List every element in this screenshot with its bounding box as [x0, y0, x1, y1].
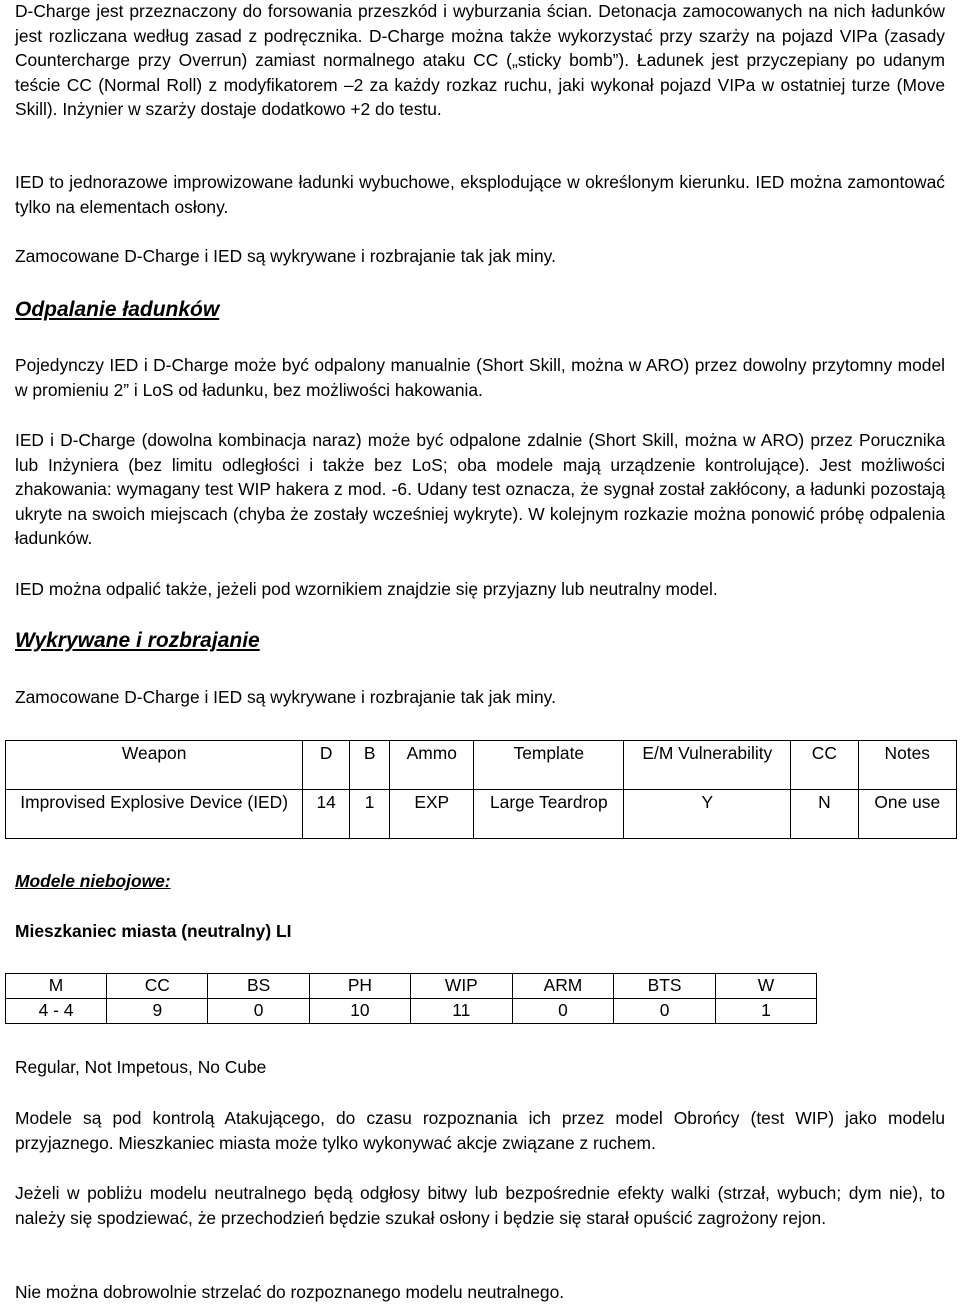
table-row: [6, 790, 957, 839]
cell-em-vulnerability: Y: [624, 790, 791, 839]
heading-non-combat-models: Modele niebojowe:: [15, 871, 171, 891]
header-bs: BS: [208, 974, 309, 999]
cell-bts: 0: [614, 999, 716, 1024]
header-bts: BTS: [614, 974, 716, 999]
header-ammo: Ammo: [390, 741, 474, 790]
header-wip: WIP: [411, 974, 513, 999]
cell-d: 14: [303, 790, 350, 839]
header-ph: PH: [309, 974, 410, 999]
cell-wip: 11: [411, 999, 513, 1024]
cell-notes: One use: [858, 790, 956, 839]
cell-w: 1: [715, 999, 816, 1024]
paragraph-remote-detonation: IED i D-Charge (dowolna kombinacja naraz) może być odpalone zdalnie (Short Skill, można w ARO) przez Porucznika lub Inżyniera (bez limitu odległości i także bez LoS; oba modele mają urządzenie kontrolujące). Jest możliwości zhakowania: wymagany test WIP hakera z mod. -6. Udany test oznacza, że sygnał został zakłócony, a ładunki pozostają ukryte na swoich miejscach (chyba że zostały wcześniej wykryte). W kolejnym rozkazie można ponowić próbę odpalenia ładunków.: [15, 430, 945, 548]
table-row: [6, 999, 817, 1024]
weapon-table-header: [6, 741, 957, 790]
paragraph-manual-detonation: Pojedynczy IED i D-Charge może być odpalony manualnie (Short Skill, można w ARO) przez dowolny przytomny model w promieniu 2” i LoS od ładunku, bez możliwości hakowania.: [15, 355, 945, 400]
paragraph-d-charge: D-Charge jest przeznaczony do forsowania przeszkód i wyburzania ścian. Detonacja zamocowanych na nich ładunków jest rozliczana według zasad z podręcznika. D-Charge można także wykorzystać przy szarży na pojazd VIPa (zasady Countercharge przy Overrun) zamiast normalnego ataku CC („sticky bomb”). Ładunek jest przyczepiany po udanym teście CC (Normal Roll) z modyfikatorem –2 za każdy rozkaz ruchu, jaki wykonał pojazd VIPa w ostatniej turze (Move Skill). Inżynier w szarży dostaje dodatkowo +2 do testu.: [15, 1, 945, 119]
cell-weapon: Improvised Explosive Device (IED): [6, 790, 303, 839]
header-notes: Notes: [858, 741, 956, 790]
cell-arm: 0: [512, 999, 614, 1024]
cell-cc: 9: [107, 999, 208, 1024]
header-m: M: [6, 974, 107, 999]
cell-ph: 10: [309, 999, 410, 1024]
paragraph-behavior: Jeżeli w pobliżu modelu neutralnego będą odgłosy bitwy lub bezpośrednie efekty walki (strzał, wybuch; dym nie), to należy się spodziewać, że przechodzień będzie szukał osłony i będzie się starał opuścić zagrożony rejon.: [15, 1183, 945, 1228]
weapon-table: [5, 740, 957, 839]
header-arm: ARM: [512, 974, 614, 999]
header-cc: CC: [107, 974, 208, 999]
stats-table: [5, 973, 817, 1024]
paragraph-ied: IED to jednorazowe improwizowane ładunki wybuchowe, eksplodujące w określonym kierunku. IED można zamontować tylko na elementach osłony.: [15, 172, 945, 217]
cell-m: 4 - 4: [6, 999, 107, 1024]
cell-ammo: EXP: [390, 790, 474, 839]
paragraph-no-shooting: Nie można dobrowolnie strzelać do rozpoznanego modelu neutralnego.: [15, 1282, 565, 1302]
header-weapon: Weapon: [6, 741, 303, 790]
paragraph-traits: Regular, Not Impetous, No Cube: [15, 1057, 267, 1077]
paragraph-mines: Zamocowane D-Charge i IED są wykrywane i rozbrajanie tak jak miny.: [15, 246, 556, 266]
header-em-vulnerability: E/M Vulnerability: [624, 741, 791, 790]
heading-detection: Wykrywane i rozbrajanie: [15, 629, 260, 652]
cell-bs: 0: [208, 999, 309, 1024]
paragraph-template-trigger: IED można odpalić także, jeżeli pod wzornikiem znajdzie się przyjazny lub neutralny model.: [15, 579, 718, 599]
cell-b: 1: [349, 790, 389, 839]
paragraph-detection: Zamocowane D-Charge i IED są wykrywane i rozbrajanie tak jak miny.: [15, 687, 556, 707]
header-b: B: [349, 741, 389, 790]
stats-table-header: [6, 974, 817, 999]
heading-detonation: Odpalanie ładunków: [15, 298, 220, 321]
header-d: D: [303, 741, 350, 790]
header-template: Template: [474, 741, 624, 790]
paragraph-control: Modele są pod kontrolą Atakującego, do czasu rozpoznania ich przez model Obrońcy (test WIP) jako modelu przyjaznego. Mieszkaniec miasta może tylko wykonywać akcje związane z ruchem.: [15, 1108, 945, 1153]
header-w: W: [715, 974, 816, 999]
header-cc: CC: [791, 741, 858, 790]
heading-civilian: Mieszkaniec miasta (neutralny) LI: [15, 921, 292, 941]
cell-cc: N: [791, 790, 858, 839]
cell-template: Large Teardrop: [474, 790, 624, 839]
